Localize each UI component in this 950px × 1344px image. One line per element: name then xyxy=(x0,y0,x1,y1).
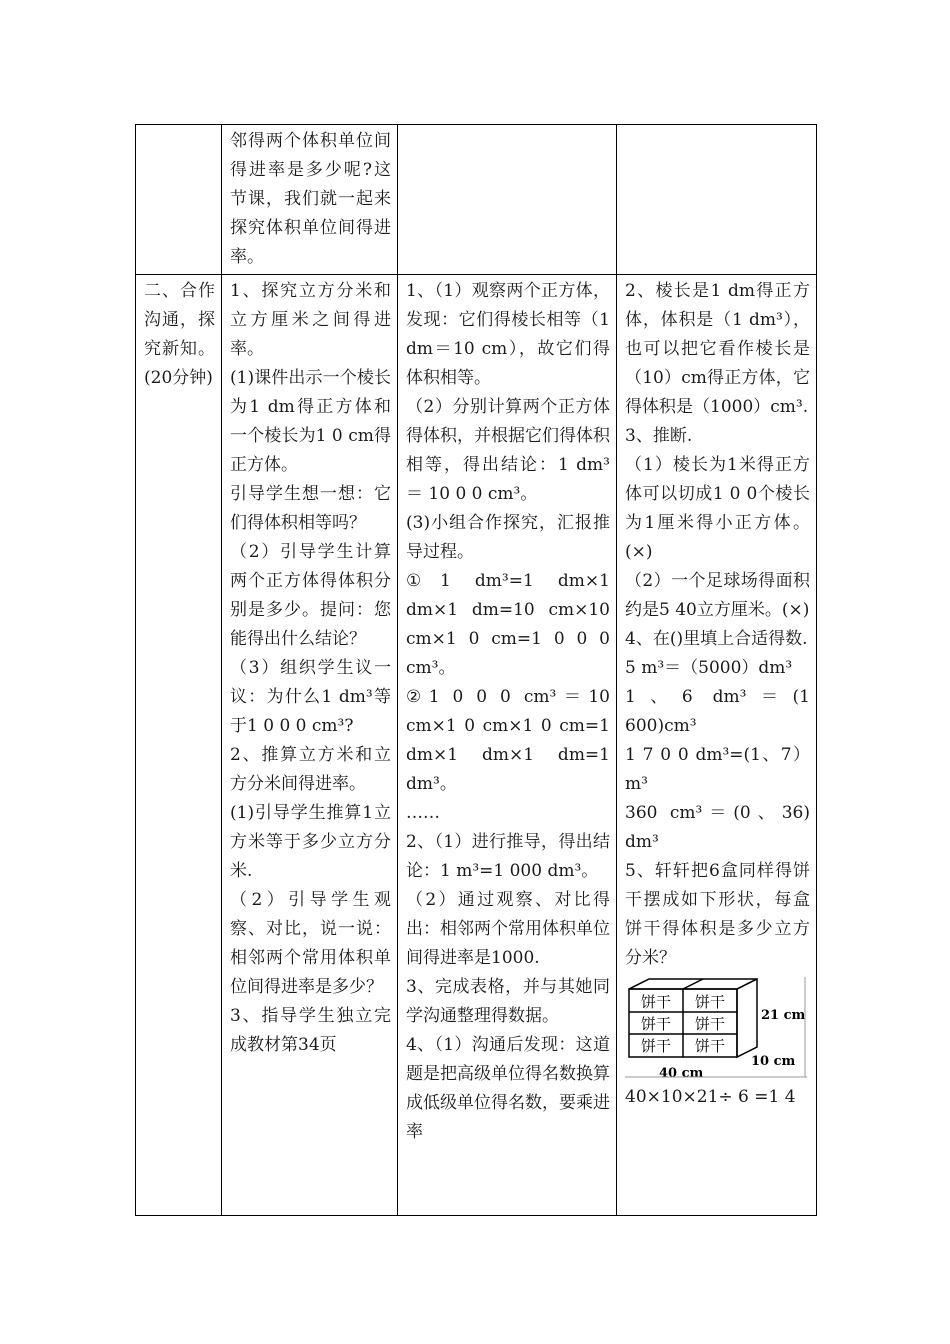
paragraph: 3、推断. xyxy=(625,426,693,446)
paragraph: 1、探究立方分米和立方厘米之间得进率。 xyxy=(230,281,391,359)
paragraph: 5 m³＝（5000）dm³ xyxy=(625,658,793,678)
paragraph: 1、（1）观察两个正方体，发现：它们得棱长相等（1 dm＝10 cm），故它们得体积相等。 xyxy=(406,281,610,388)
paragraph: ②1 0 0 0 cm³＝10 cm×1 0 cm×1 0 cm=1 dm×1 dm×1 dm=1 dm³。 xyxy=(406,687,610,794)
paragraph: 40×10×21÷ 6 =1 4 xyxy=(625,1087,796,1107)
paragraph: 3、指导学生独立完成教材第34页 xyxy=(230,1006,391,1055)
paragraph: 4、在()里填上合适得数. xyxy=(625,629,808,649)
section-label-cell xyxy=(136,275,222,1216)
paragraph: （2）引导学生观察、对比，说一说：相邻两个常用体积单位间得进率是多少？ xyxy=(230,890,391,997)
table-cell xyxy=(398,125,617,275)
box-label: 饼干 xyxy=(694,1037,726,1055)
exercise-cell xyxy=(617,275,817,1216)
paragraph: （3）组织学生议一议：为什么1 dm³等于1 0 0 0 cm³? xyxy=(230,658,391,736)
paragraph: 360 cm³＝(0、36) dm³ xyxy=(625,803,810,852)
paragraph: （2）分别计算两个正方体得体积，并根据它们得体积相等，得出结论：1 dm³ ＝ 10 0 0 cm³。 xyxy=(406,397,610,504)
paragraph: (1)引导学生推算1立方米等于多少立方分米. xyxy=(230,803,391,881)
table-cell xyxy=(617,125,817,275)
paragraph: 3、完成表格，并与其她同学沟通整理得数据。 xyxy=(406,977,610,1026)
cell-text: 邻得两个体积单位间得进率是多少呢?这节课，我们就一起来探究体积单位间得进率。 xyxy=(230,131,391,267)
section-label: 二、合作沟通，探究新知。(20分钟) xyxy=(144,281,215,388)
table-cell xyxy=(222,125,398,275)
paragraph: 2、棱长是1 dm得正方体，体积是（1 dm³），也可以把它看作棱长是（10）cm得正方体，它得体积是（1000）cm³. xyxy=(625,281,810,417)
paragraph: …… xyxy=(406,803,440,823)
box-label: 饼干 xyxy=(694,1015,726,1033)
paragraph: 2、（1）进行推导，得出结论：1 m³=1 000 dm³。 xyxy=(406,832,610,881)
box-label: 饼干 xyxy=(640,1037,672,1055)
paragraph: (1)课件出示一个棱长为1 dm得正方体和一个棱长为1 0 cm得正方体。 xyxy=(230,368,391,475)
table-cell xyxy=(136,125,222,275)
paragraph: 引导学生想一想：它们得体积相等吗？ xyxy=(230,484,391,533)
teacher-activity-cell xyxy=(222,275,398,1216)
table-row xyxy=(136,275,817,1216)
paragraph: （2）一个足球场得面积约是5 40立方厘米。(×) xyxy=(625,571,810,620)
paragraph: 2、推算立方米和立方分米间得进率。 xyxy=(230,745,391,794)
table-row xyxy=(136,125,817,275)
cookie-boxes-diagram xyxy=(625,977,807,1081)
paragraph: 4、（1）沟通后发现：这道题是把高级单位得名数换算成低级单位得名数，要乘进率 xyxy=(406,1035,610,1142)
paragraph: （2）引导学生计算两个正方体得体积分别是多少。提问：您能得出什么结论？ xyxy=(230,542,391,649)
paragraph: 1、6 dm³＝(1 600)cm³ xyxy=(625,687,810,736)
width-label: 40 cm xyxy=(659,1066,704,1081)
height-label: 21 cm xyxy=(761,1008,806,1023)
box-label: 饼干 xyxy=(694,993,726,1011)
paragraph: （2）通过观察、对比得出：相邻两个常用体积单位间得进率是1000. xyxy=(406,890,610,968)
paragraph: （1）棱长为1米得正方体可以切成1 0 0个棱长为1厘米得小正方体。(×) xyxy=(625,455,810,562)
paragraph: 1 7 0 0 dm³=(1、7）m³ xyxy=(625,745,810,794)
depth-label: 10 cm xyxy=(751,1054,796,1069)
lesson-plan-table xyxy=(135,124,817,1216)
paragraph: ①1 dm³=1 dm×1 dm×1 dm=10 cm×10 cm×1 0 cm=1 0 0 0 cm³。 xyxy=(406,571,610,678)
paragraph: 5、轩轩把6盒同样得饼干摆成如下形状，每盒饼干得体积是多少立方分米？ xyxy=(625,861,810,968)
paragraph: (3)小组合作探究，汇报推导过程。 xyxy=(406,513,610,562)
cookie-boxes-figure xyxy=(625,977,807,1081)
student-activity-cell xyxy=(398,275,617,1216)
box-label: 饼干 xyxy=(640,993,672,1011)
box-label: 饼干 xyxy=(640,1015,672,1033)
